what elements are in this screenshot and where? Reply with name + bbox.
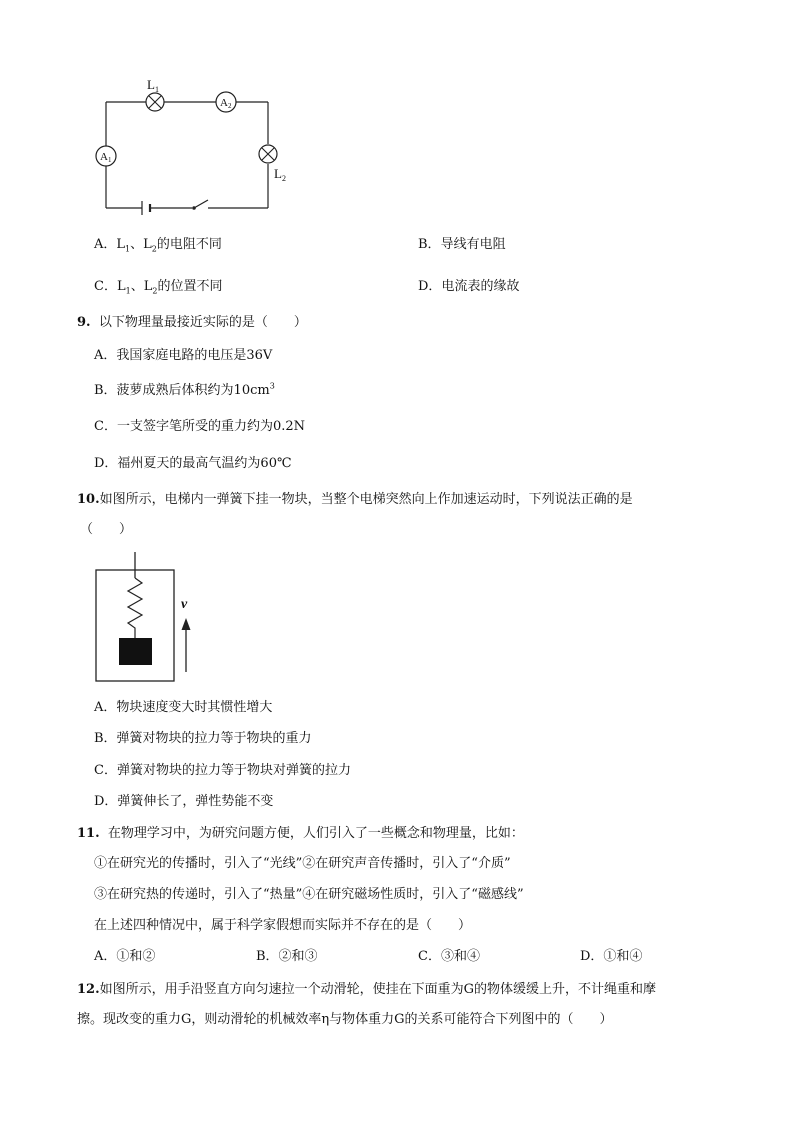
q10-stem: 10.如图所示，电梯内一弹簧下挂一物块，当整个电梯突然向上作加速运动时，下列说法正确的是 — [77, 492, 633, 507]
q11-option-a[interactable]: A．①和② — [94, 949, 156, 964]
block-icon — [119, 638, 152, 665]
q9-option-d[interactable]: D．福州夏天的最高气温约为60℃ — [94, 456, 292, 471]
q9-option-a[interactable]: A．我国家庭电路的电压是36V — [94, 348, 273, 363]
q10-stem-cont: （ ） — [80, 522, 133, 537]
q8-option-d[interactable]: D．电流表的缘故 — [418, 279, 520, 294]
velocity-label: v — [181, 597, 188, 612]
q11-option-c[interactable]: C．③和④ — [418, 949, 480, 964]
label-a2: A2 — [220, 97, 232, 110]
q8-option-c[interactable]: C．$L_1$、$L_2$的位置不同 — [94, 279, 223, 296]
q11-number: 11. — [77, 826, 100, 841]
q8-option-a[interactable]: A．$L_1$、$L_2$的电阻不同 — [94, 237, 222, 254]
q10-option-a[interactable]: A．物块速度变大时其惯性增大 — [94, 700, 273, 715]
q10-option-c[interactable]: C．弹簧对物块的拉力等于物块对弹簧的拉力 — [94, 763, 351, 778]
switch-symbol — [192, 200, 208, 210]
q10-number: 10. — [77, 492, 100, 507]
q9-number: 9. — [77, 315, 91, 330]
spring-icon — [128, 578, 142, 638]
q12-stem: 12.如图所示，用手沿竖直方向匀速拉一个动滑轮，使挂在下面重为G的物体缓缓上升，不计绳重和摩 — [77, 982, 657, 997]
label-l1: $L_1$ — [147, 77, 159, 94]
label-a1: A1 — [100, 151, 112, 164]
q9-option-c[interactable]: C．一支签字笔所受的重力约为0.2N — [94, 419, 305, 434]
q11-option-d[interactable]: D．①和④ — [580, 949, 643, 964]
lamp-l1-symbol — [146, 93, 164, 111]
q12-stem-cont: 擦。现改变的重力G，则动滑轮的机械效率η与物体重力G的关系可能符合下列图中的（ ） — [77, 1012, 613, 1027]
q12-number: 12. — [77, 982, 100, 997]
battery-symbol — [142, 201, 150, 215]
q9-option-b[interactable]: B．菠萝成熟后体积约为$10cm^3$ — [94, 381, 275, 398]
q11-option-b[interactable]: B．②和③ — [256, 949, 318, 964]
q11-line-1: ①在研究光的传播时，引入了“光线”②在研究声音传播时，引入了“介质” — [94, 856, 511, 871]
circuit-diagram — [90, 74, 300, 216]
lamp-l2-symbol — [259, 145, 277, 163]
q9-stem: 9. 以下物理量最接近实际的是（ ） — [77, 315, 307, 330]
q10-option-d[interactable]: D．弹簧伸长了，弹性势能不变 — [94, 794, 274, 809]
q11-stem: 11. 在物理学习中，为研究问题方便，人们引入了一些概念和物理量，比如： — [77, 826, 524, 841]
q11-line-3: 在上述四种情况中，属于科学家假想而实际并不存在的是（ ） — [94, 918, 472, 933]
elevator-spring-diagram — [94, 548, 206, 684]
label-l2: $L_2$ — [274, 166, 286, 183]
q8-option-b[interactable]: B．导线有电阻 — [418, 237, 506, 252]
q10-option-b[interactable]: B．弹簧对物块的拉力等于物块的重力 — [94, 731, 312, 746]
q11-line-2: ③在研究热的传递时，引入了“热量”④在研究磁场性质时，引入了“磁感线” — [94, 887, 524, 902]
